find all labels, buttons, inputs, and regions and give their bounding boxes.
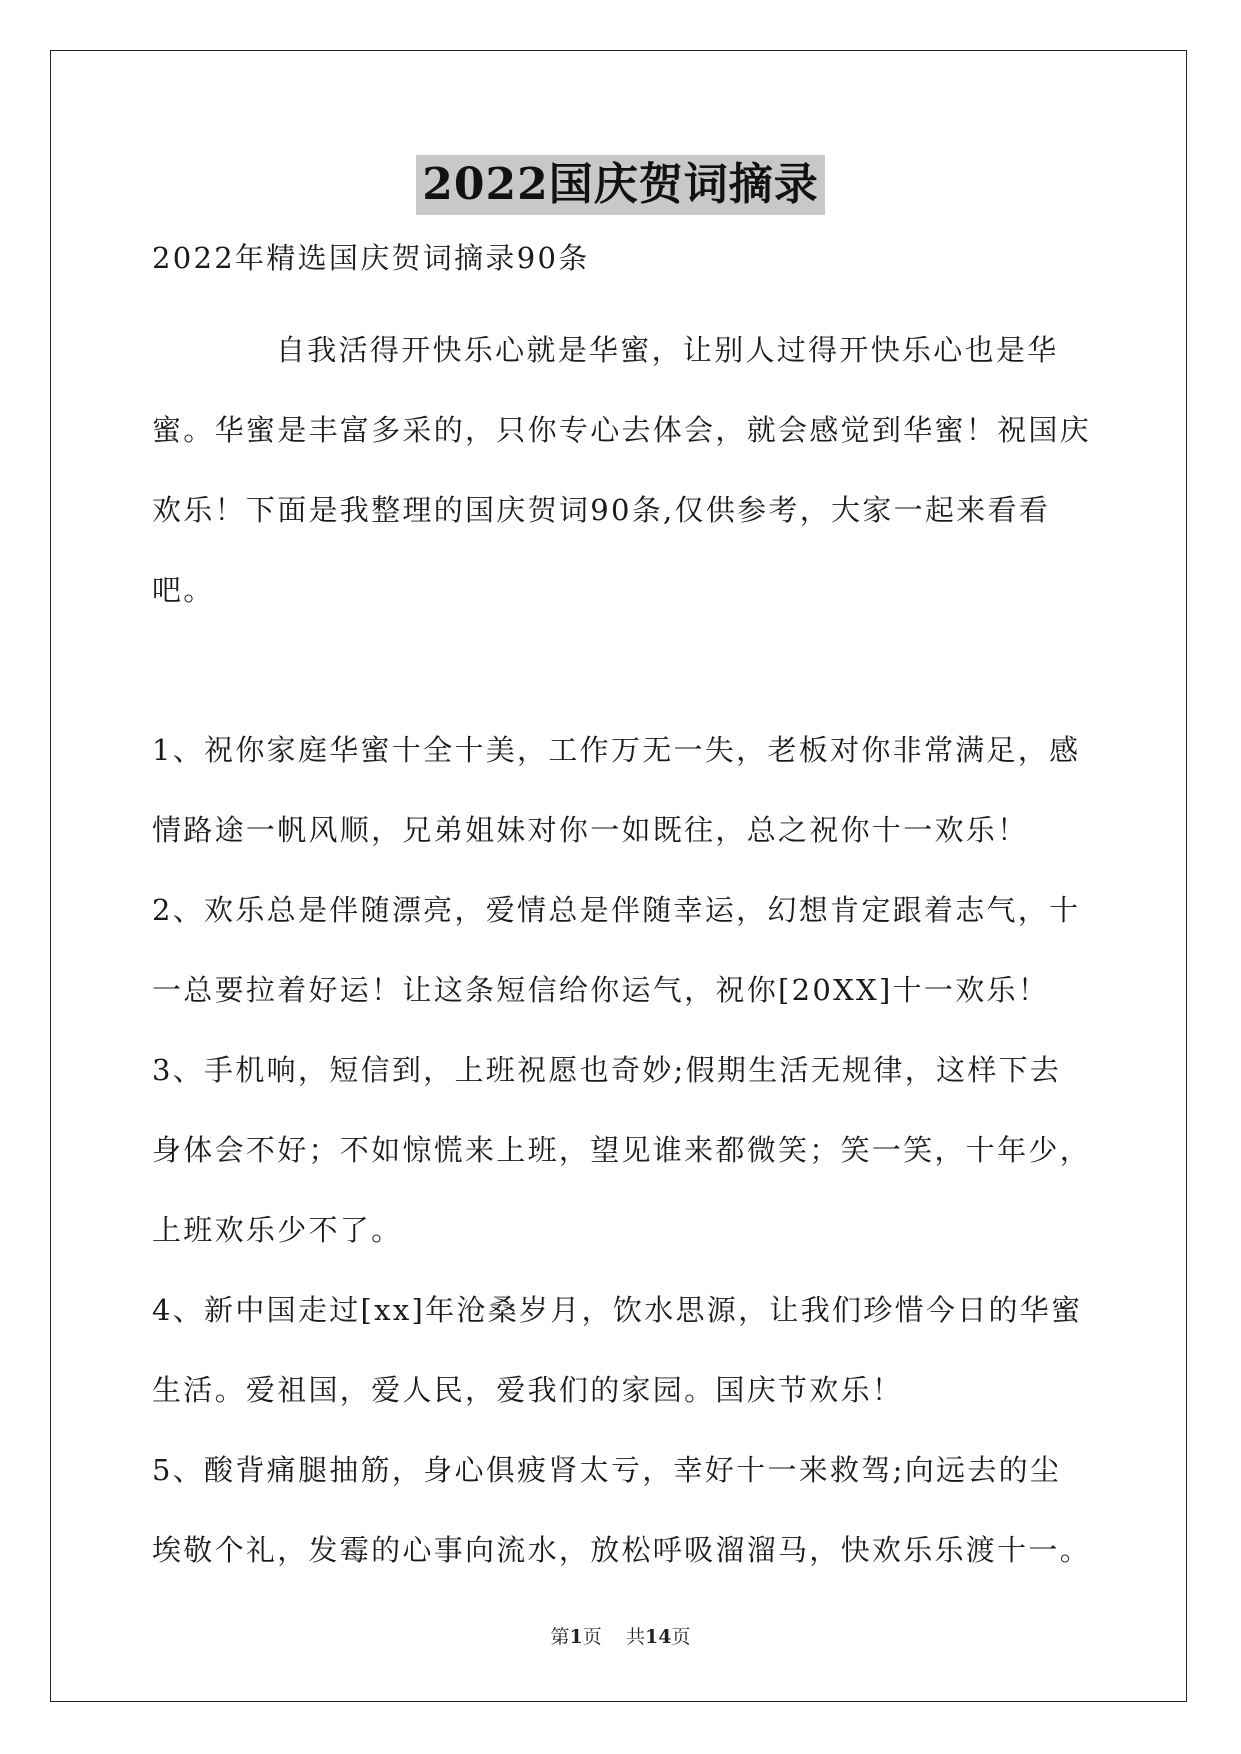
greeting-item-2: 2、欢乐总是伴随漂亮，爱情总是伴随幸运，幻想肯定跟着志气，十一总要拉着好运！让这条短信给你运气，祝你[20XX]十一欢乐！ — [152, 893, 1081, 1007]
greeting-list — [152, 710, 1092, 1590]
intro-paragraph: 自我活得开快乐心就是华蜜，让别人过得开快乐心也是华蜜。华蜜是丰富多采的，只你专心去体会，就会感觉到华蜜！祝国庆欢乐！下面是我整理的国庆贺词90条,仅供参考，大家一起来看看吧。 — [152, 333, 1092, 607]
greeting-item-3: 3、手机响，短信到，上班祝愿也奇妙;假期生活无规律，这样下去身体会不好；不如惊慌来上班，望见谁来都微笑；笑一笑，十年少，上班欢乐少不了。 — [152, 1053, 1092, 1247]
greeting-item-1: 1、祝你家庭华蜜十全十美，工作万无一失，老板对你非常满足，感情路途一帆风顺，兄弟姐妹对你一如既往，总之祝你十一欢乐！ — [152, 733, 1081, 847]
page-prefix: 第 — [550, 1626, 570, 1648]
page-unit: 页 — [582, 1626, 602, 1648]
page-footer — [0, 1625, 1241, 1649]
document-title[interactable]: 2022国庆贺词摘录 — [416, 155, 824, 215]
total-unit: 页 — [671, 1626, 691, 1648]
total-prefix: 共 — [625, 1626, 645, 1648]
greeting-item-5: 5、酸背痛腿抽筋，身心俱疲肾太亏，幸好十一来救驾;向远去的尘埃敬个礼，发霉的心事向流水，放松呼吸溜溜马，快欢乐乐渡十一。 — [152, 1453, 1092, 1567]
page-total: 14 — [644, 1626, 672, 1648]
document-body — [152, 238, 1092, 1590]
document-subtitle: 2022年精选国庆贺词摘录90条 — [152, 241, 590, 275]
page-current: 1 — [569, 1626, 583, 1648]
document-title-wrap — [0, 155, 1241, 215]
greeting-item-4: 4、新中国走过[xx]年沧桑岁月，饮水思源，让我们珍惜今日的华蜜生活。爱祖国，爱人民，爱我们的家园。国庆节欢乐！ — [152, 1293, 1083, 1407]
paragraph-gap — [152, 630, 1092, 710]
